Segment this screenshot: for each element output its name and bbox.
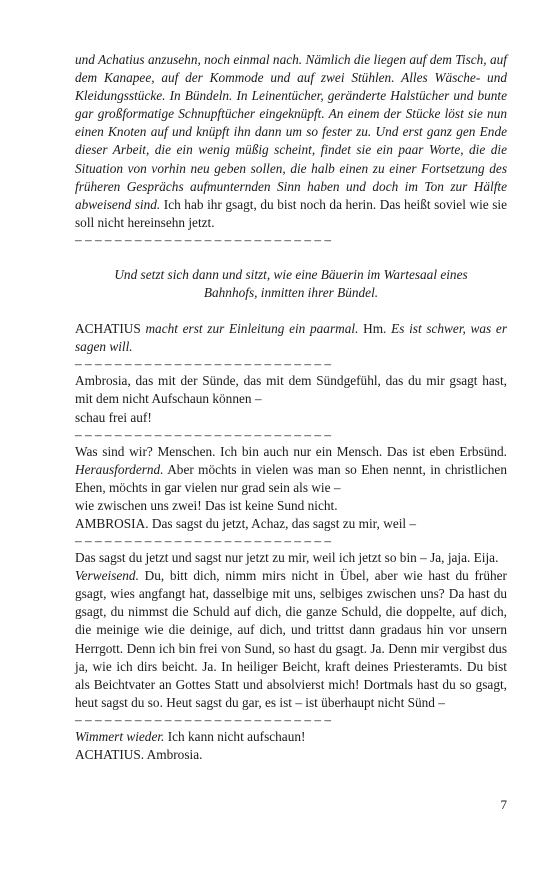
dialogue-paragraph — [75, 443, 507, 497]
stage-direction-inline: macht erst zur Einleitung ein paarmal. — [140, 321, 359, 337]
dialogue-line: wie zwischen uns zwei! Das ist keine Sund nicht. — [75, 497, 338, 513]
document-page — [75, 51, 507, 764]
dialogue-text: Ambrosia, das mit der Sünde, das mit dem Sündgefühl, das du mir gsagt hast, mit dem nicht Aufschaun können – — [75, 373, 507, 407]
dialogue-text: Ich hab ihr gsagt, du bist noch da herin. Das heißt soviel wie sie soll nicht hereinsehn jetzt. — [75, 196, 507, 230]
dash-separator: – – – – – – – – – – – – – – – – – – – – – – – – – – — [75, 356, 331, 372]
dialogue-paragraph: Das sagst du jetzt und sagst nur jetzt zu mir, weil ich jetzt so bin – Ja, jaja. Eija. — [75, 550, 499, 566]
stage-direction-inline: Herausfordernd. — [75, 461, 164, 477]
dialogue-text: Aber möchts in vielen was man so Ehen nennt, in christlichen Ehen, möchts in gar vielen nur grad sein als wie – — [75, 461, 507, 495]
dash-separator: – – – – – – – – – – – – – – – – – – – – – – – – – – — [75, 231, 331, 247]
achatius-line — [75, 320, 507, 356]
dialogue-text: Hm. — [358, 321, 392, 337]
dash-separator: – – – – – – – – – – – – – – – – – – – – – – – – – – — [75, 533, 331, 549]
speaker-name: ACHATIUS — [75, 321, 141, 337]
dialogue-text: Ich kann nicht aufschaun! — [164, 728, 306, 744]
stage-direction-centered — [75, 266, 507, 302]
stage-direction-inline: Es ist schwer, was er sagen will. — [75, 321, 508, 355]
stage-direction-line-1: Und setzt sich dann und sitzt, wie eine Bäuerin im Wartesaal eines — [114, 266, 468, 282]
dialogue-paragraph — [75, 372, 507, 426]
ambrosia-line: AMBROSIA. Das sagst du jetzt, Achaz, das sagst zu mir, weil – — [75, 515, 417, 531]
stage-direction-text: und Achatius anzusehn, noch einmal nach. Nämlich die liegen auf dem Tisch, auf dem Kanapee, auf der Kommode und auf zwei Stühlen. Alles Wäsche- und Kleidungsstücke. In Bündeln. In Leinentücher, geränderte Halstücher und bunte gar großformatige Schnupftücher eingeknüpft. An einem der Stücke löst sie nun einen Knoten auf und knüpft ihn dann um so fester zu. Und erst ganz gen Ende dieser Arbeit, die ein wenig müßig scheint, findet sie ein paar Worte, die die Situation von vorhin neu geben sollen, die halb einen zu einer Fortsetzung des früheren Gesprächs aufmunternden Sinn haben und doch im Ton zur Hälfte abweisend sind. — [75, 52, 507, 212]
dash-separator: – – – – – – – – – – – – – – – – – – – – – – – – – – — [75, 426, 331, 442]
dialogue-paragraph — [75, 567, 507, 712]
stage-direction-inline: Verweisend. — [75, 568, 139, 584]
dialogue-text: schau frei auf! — [75, 409, 152, 425]
stage-direction-line-2: Bahnhofs, inmitten ihrer Bündel. — [203, 285, 379, 301]
dash-separator: – – – – – – – – – – – – – – – – – – – – – – – – – – — [75, 711, 331, 727]
dialogue-text: Du, bitt dich, nimm mirs nicht in Übel, aber wie hast du früher gsagt, wies angfangt hat, dasselbige mit uns, selbiges zwischen uns? Da hast du gsagt, du nimmst die Schuld auf dich, die ganze Schuld, die doppelte, auf dich, die meinige wie die deinige, auf dich, und trittst dann gradaus hin vor unsern Herrgott. Denn ich bin frei von Sund, so hast du gsagt. Ja. Denn mir vergibst dus ja, wie ich dirs beicht. Ja. In heiliger Beicht, kraft deines Priesteramts. Du bist als Beichtvater an Gottes Statt und absolvierst mich! Dortmals hast du so gsagt, heut sagst du so. Heut sagst du gar, es ist – ist überhaupt nicht Sünd – — [75, 568, 507, 710]
page-number: 7 — [500, 797, 507, 812]
dialogue-text: Was sind wir? Menschen. Ich bin auch nur ein Mensch. Das ist eben Erbsünd. — [75, 443, 507, 459]
achatius-line: ACHATIUS. Ambrosia. — [75, 747, 203, 762]
dialogue-paragraph — [75, 728, 507, 746]
stage-direction-paragraph — [75, 51, 507, 232]
stage-direction-inline: Wimmert wieder. — [75, 728, 165, 744]
